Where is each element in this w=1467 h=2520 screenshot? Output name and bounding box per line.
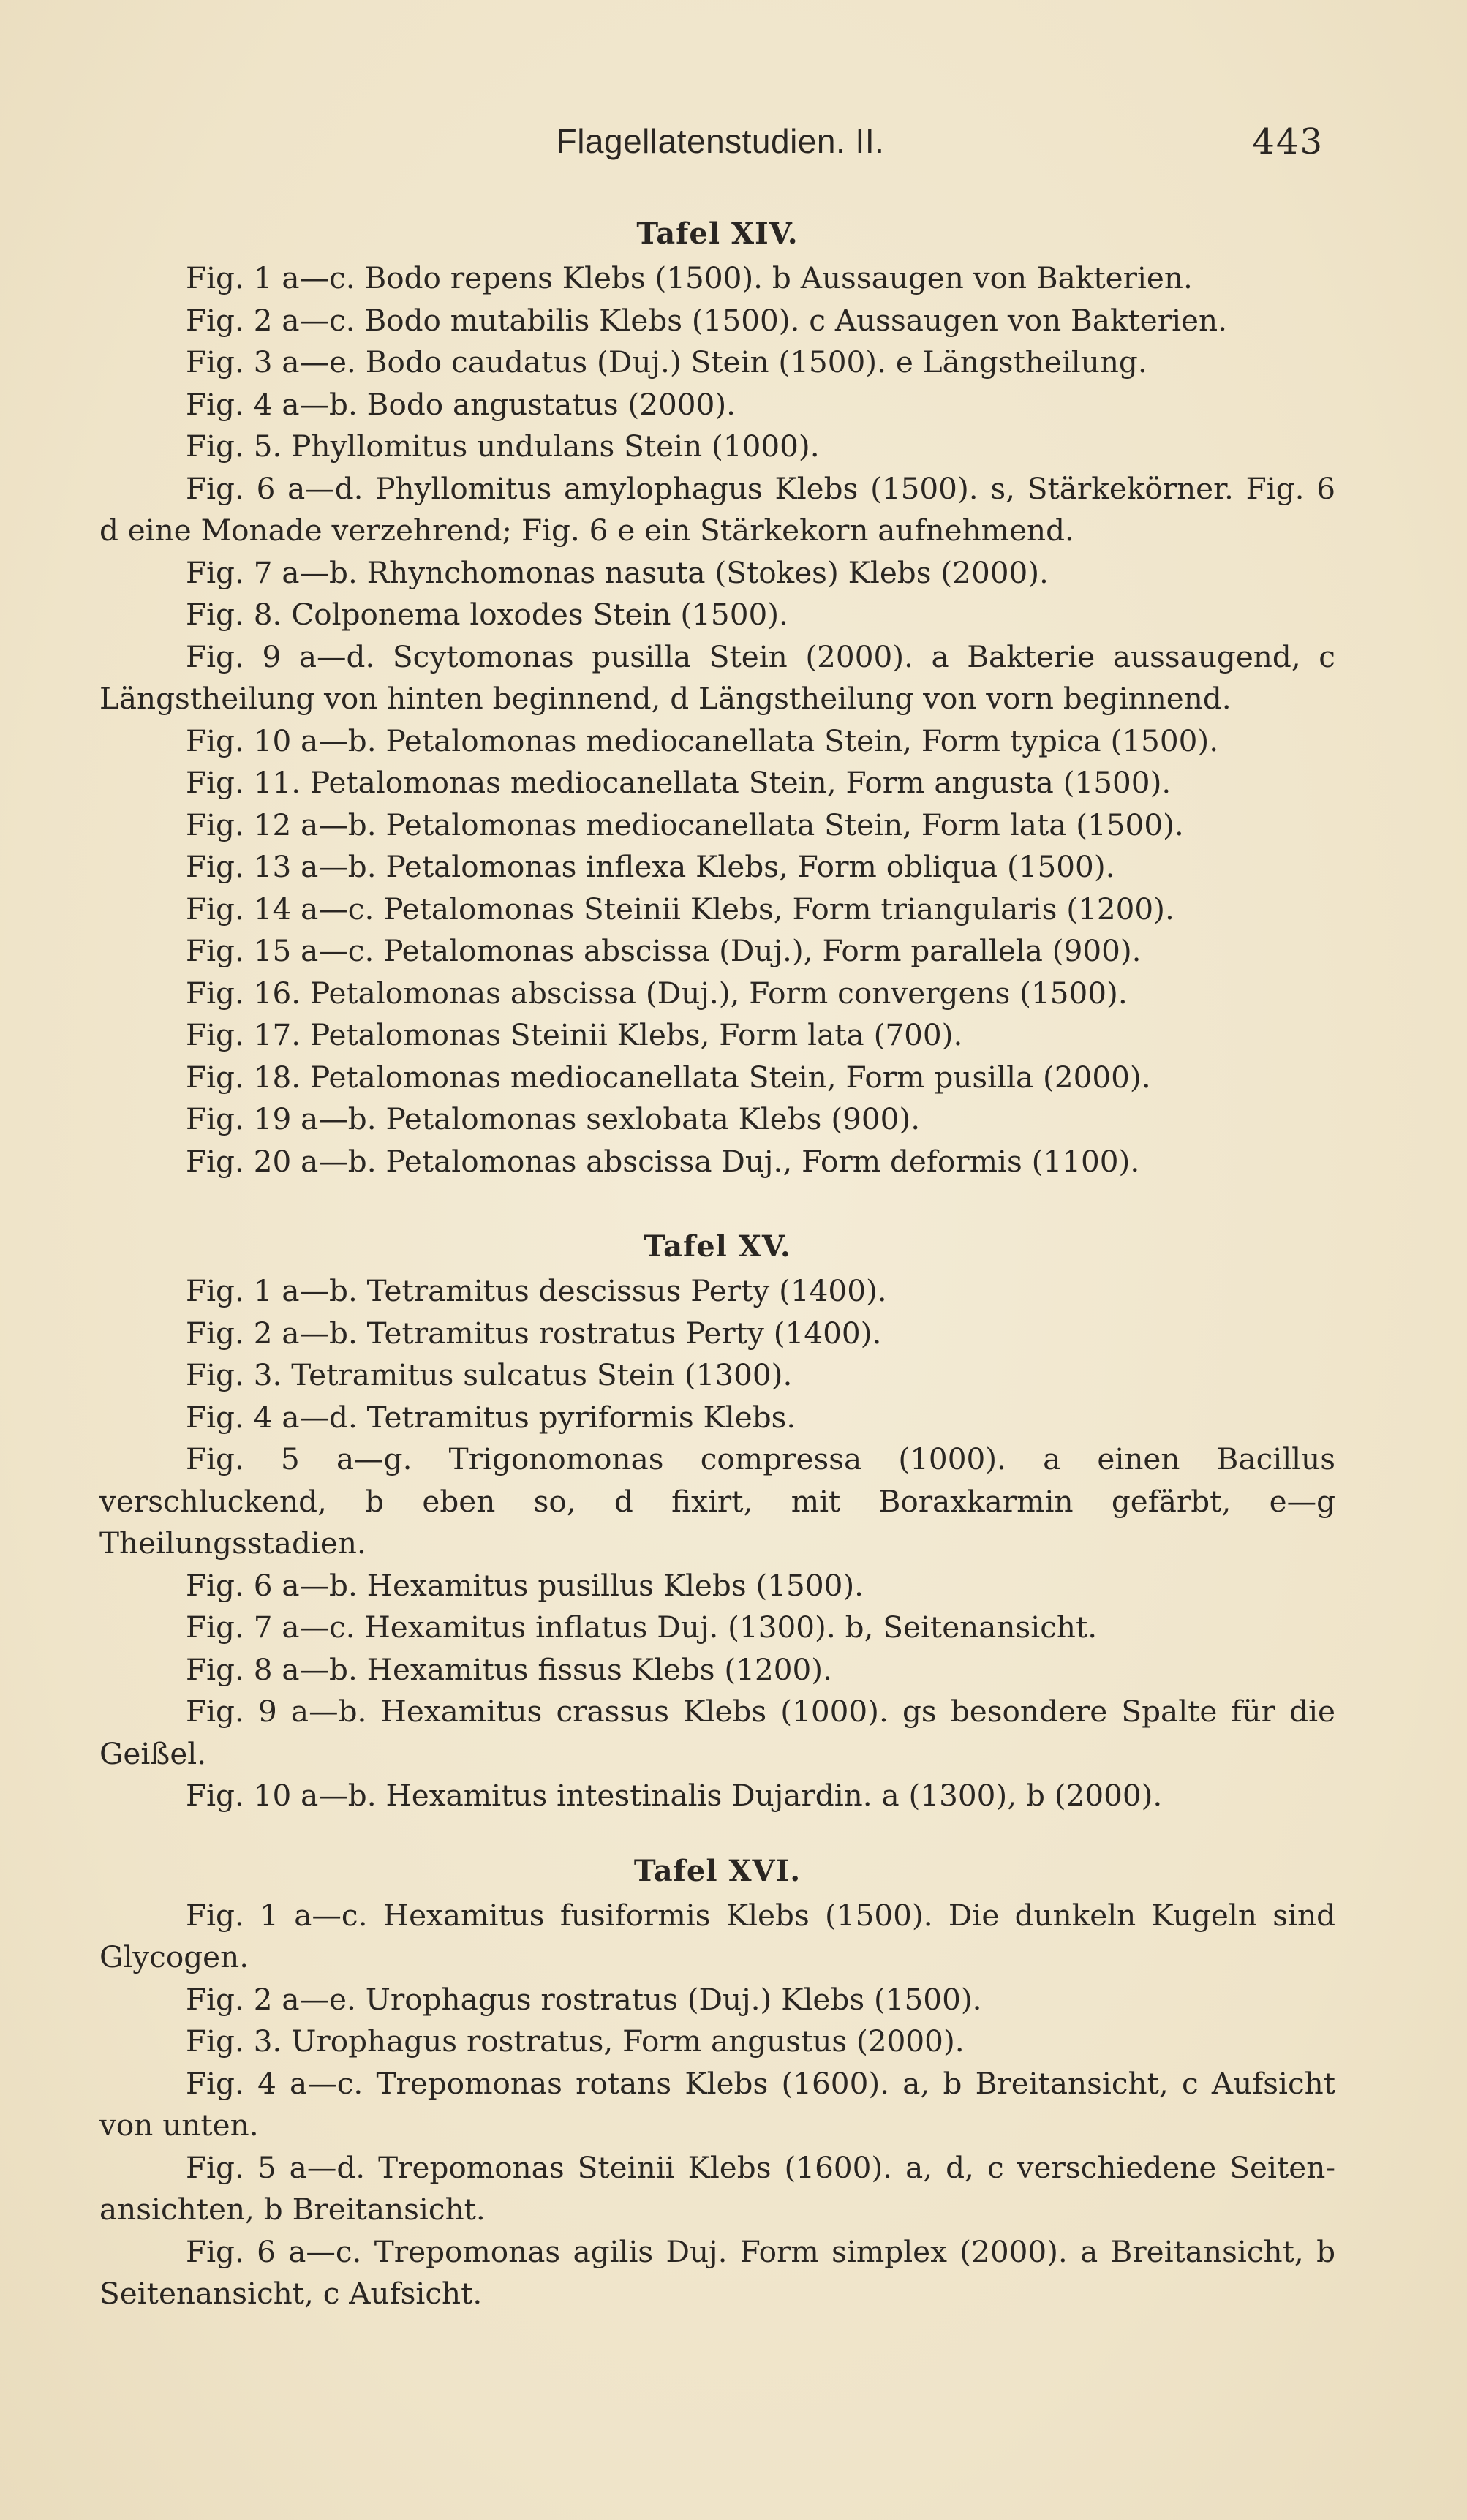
section-title: Tafel XV.	[644, 1229, 791, 1264]
legend-entry: Fig. 12 a—b. Petalomonas mediocanellata Stein, Form lata (1500).	[186, 807, 1184, 842]
legend-entry: Fig. 2 a—b. Tetramitus rostratus Perty (1400).	[186, 1315, 882, 1351]
figure-legends	[99, 212, 1335, 2315]
legend-entry: Fig. 3 a—e. Bodo caudatus (Duj.) Stein (1500). e Längstheilung.	[186, 344, 1147, 380]
section-spacer	[99, 1182, 1335, 1225]
legend-entry: Fig. 1 a—c. Hexamitus fusiformis Klebs (1500). Die dunkeln Kugeln sind Glycogen.	[99, 1897, 1335, 1974]
running-title: Flagellatenstudien. II.	[556, 122, 885, 160]
legend-entry: Fig. 10 a—b. Petalomonas mediocanellata Stein, Form typica (1500).	[186, 723, 1219, 758]
legend-entry: Fig. 20 a—b. Petalomonas abscissa Duj., Form deformis (1100).	[186, 1143, 1140, 1179]
page-number: 443	[1252, 121, 1324, 162]
legend-entry: Fig. 10 a—b. Hexamitus intestinalis Dujardin. a (1300), b (2000).	[186, 1778, 1163, 1813]
legend-entry: Fig. 17. Petalomonas Steinii Klebs, Form lata (700).	[186, 1017, 963, 1052]
legend-entry: Fig. 7 a—b. Rhynchomonas nasuta (Stokes) Klebs (2000).	[186, 554, 1049, 590]
legend-entry: Fig. 11. Petalomonas mediocanellata Stein, Form angusta (1500).	[186, 765, 1172, 800]
legend-entry: Fig. 2 a—e. Urophagus rostratus (Duj.) Klebs (1500).	[186, 1981, 982, 2017]
legend-entry: Fig. 8. Colponema loxodes Stein (1500).	[186, 597, 788, 632]
legend-entry: Fig. 19 a—b. Petalomonas sexlobata Klebs (900).	[186, 1101, 921, 1136]
legend-entry: Fig. 1 a—b. Tetramitus descissus Perty (1400).	[186, 1273, 887, 1308]
legend-entry: Fig. 6 a—b. Hexamitus pusillus Klebs (1500).	[186, 1567, 864, 1603]
legend-entry: Fig. 4 a—c. Trepomonas rotans Klebs (1600). a, b Breitansicht, c Aufsicht von unten.	[99, 2065, 1335, 2143]
legend-entry: Fig. 2 a—c. Bodo mutabilis Klebs (1500). c Aussaugen von Bakterien.	[186, 302, 1227, 338]
page-header	[95, 121, 1346, 173]
legend-entry: Fig. 8 a—b. Hexamitus fissus Klebs (1200).	[186, 1651, 832, 1687]
legend-entry: Fig. 3. Tetramitus sulcatus Stein (1300).	[186, 1357, 793, 1392]
legend-entry: Fig. 4 a—b. Bodo angustatus (2000).	[186, 386, 736, 422]
legend-entry: Fig. 5 a—d. Trepomonas Steinii Klebs (1600). a, d, c verschiedene Seitenansichten, b Breitansicht.	[99, 2149, 1335, 2227]
legend-entry: Fig. 5. Phyllomitus undulans Stein (1000).	[186, 429, 820, 464]
section-title: Tafel XIV.	[636, 216, 799, 251]
legend-entry: Fig. 18. Petalomonas mediocanellata Stein, Form pusilla (2000).	[186, 1059, 1151, 1095]
legend-entry: Fig. 15 a—c. Petalomonas abscissa (Duj.), Form parallela (900).	[186, 933, 1142, 968]
legend-entry: Fig. 9 a—d. Scytomonas pusilla Stein (2000). a Bakterie aussaugend, c Längstheilung von hinten beginnend, d Längstheilung von vorn beginnend.	[99, 638, 1335, 716]
legend-entry: Fig. 6 a—d. Phyllomitus amylophagus Klebs (1500). s, Stärkekörner. Fig. 6 d eine Monade verzehrend; Fig. 6 e ein Stärkekorn aufnehmend.	[99, 470, 1335, 548]
section-title: Tafel XVI.	[633, 1853, 802, 1888]
legend-entry: Fig. 3. Urophagus rostratus, Form angustus (2000).	[186, 2023, 965, 2059]
legend-entry: Fig. 13 a—b. Petalomonas inflexa Klebs, Form obliqua (1500).	[186, 849, 1115, 884]
legend-entry: Fig. 1 a—c. Bodo repens Klebs (1500). b Aussaugen von Bakterien.	[186, 260, 1193, 295]
legend-entry: Fig. 7 a—c. Hexamitus inflatus Duj. (1300). b, Seitenansicht.	[186, 1610, 1098, 1645]
legend-entry: Fig. 9 a—b. Hexamitus crassus Klebs (1000). gs besondere Spalte für die Geißel.	[99, 1694, 1335, 1771]
legend-entry: Fig. 6 a—c. Trepomonas agilis Duj. Form simplex (2000). a Breitansicht, b Seitenansicht, c Aufsicht.	[99, 2233, 1335, 2311]
legend-entry: Fig. 4 a—d. Tetramitus pyriformis Klebs.	[186, 1399, 796, 1435]
legend-entry: Fig. 16. Petalomonas abscissa (Duj.), Form convergens (1500).	[186, 975, 1128, 1011]
legend-entry: Fig. 14 a—c. Petalomonas Steinii Klebs, Form triangularis (1200).	[186, 891, 1174, 927]
section-spacer	[99, 1817, 1335, 1849]
legend-entry: Fig. 5 a—g. Trigonomonas compressa (1000). a einen Bacillus verschluckend, b eben so, d fixirt, mit Boraxkarmin gefärbt, e—g Theilungsstadien.	[99, 1441, 1335, 1561]
